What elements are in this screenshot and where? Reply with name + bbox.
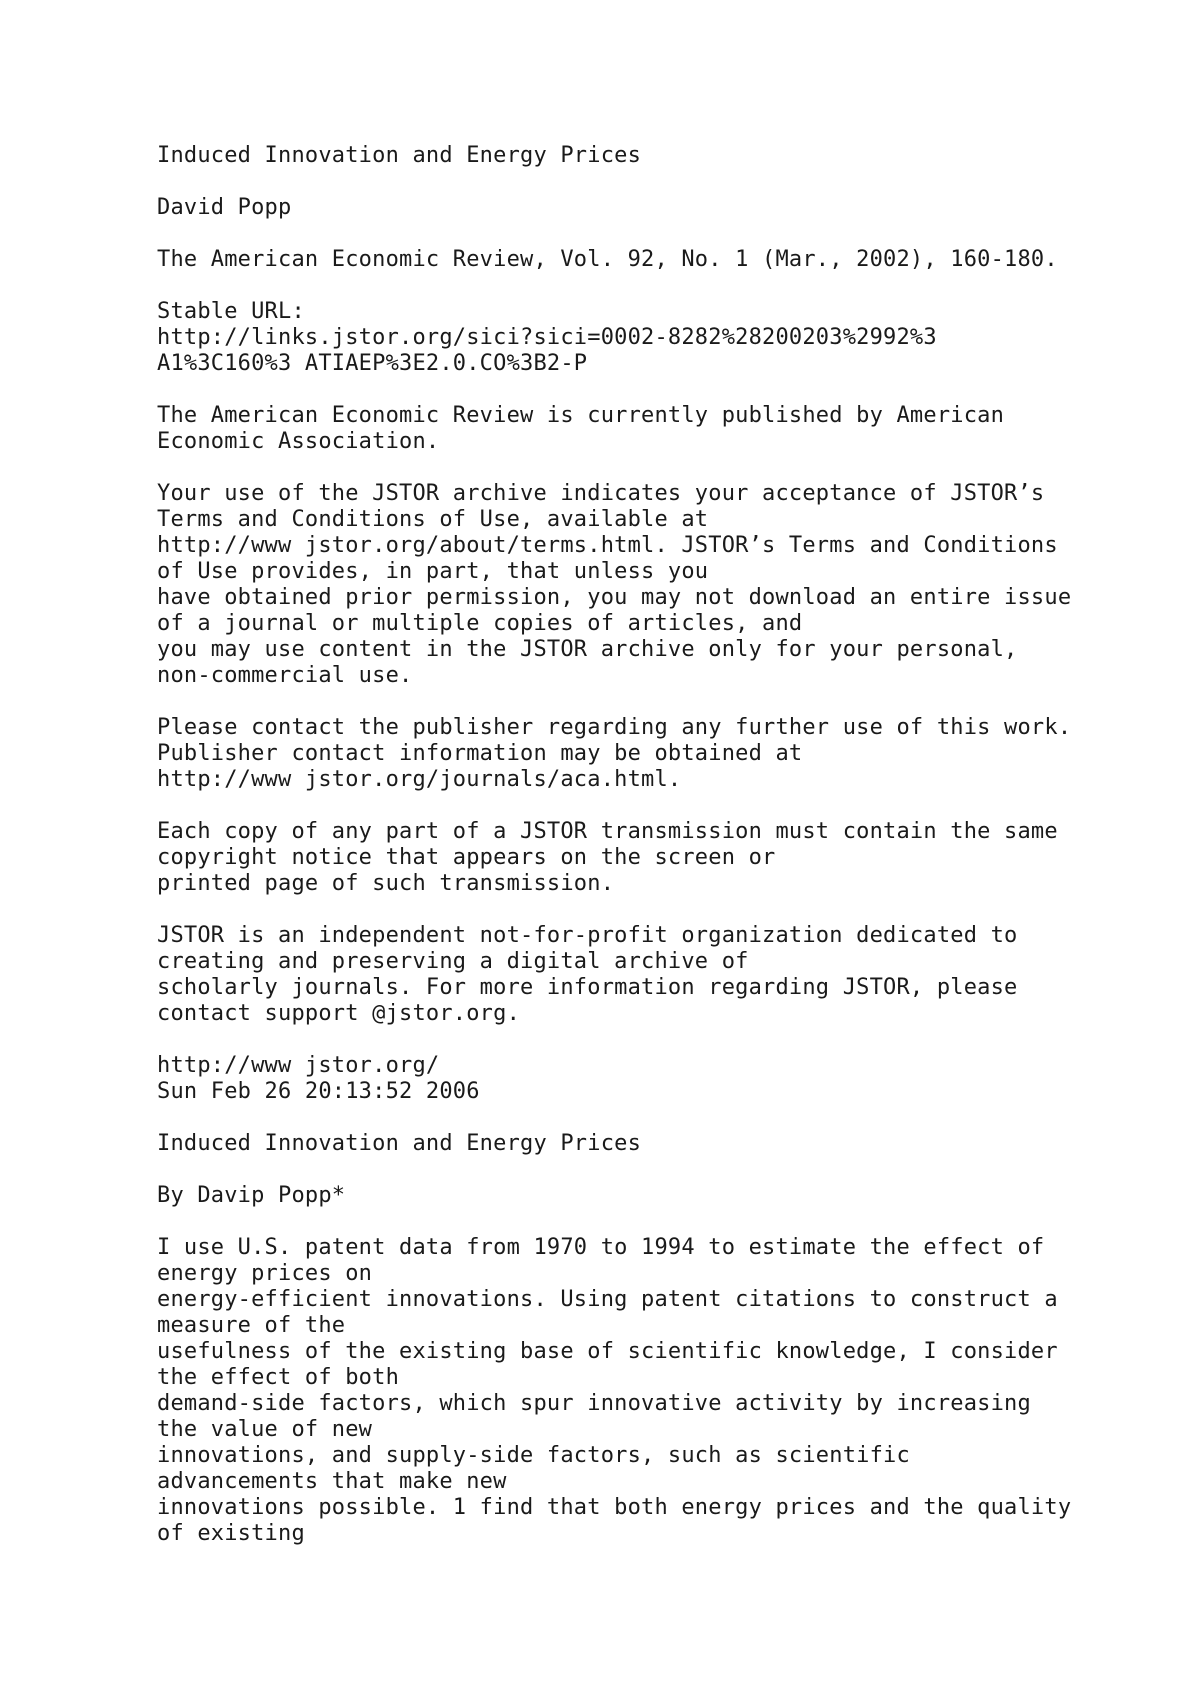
text-line: Terms and Conditions of Use, available at bbox=[157, 507, 709, 532]
text-line: energy-efficient innovations. Using patent citations to construct a bbox=[157, 1287, 1058, 1312]
text-line: http://www jstor.org/about/terms.html. JSTOR’s Terms and Conditions bbox=[157, 533, 1058, 558]
citation bbox=[157, 247, 1157, 273]
text-line: have obtained prior permission, you may not download an entire issue bbox=[157, 585, 1072, 610]
author bbox=[157, 195, 1157, 221]
text-line: printed page of such transmission. bbox=[157, 871, 615, 896]
text-line: creating and preserving a digital archive of bbox=[157, 949, 749, 974]
text-line: you may use content in the JSTOR archive only for your personal, bbox=[157, 637, 1018, 662]
text-line: the value of new bbox=[157, 1417, 373, 1442]
text-line: David Popp bbox=[157, 195, 292, 220]
text-line: the effect of both bbox=[157, 1365, 400, 1390]
text-line: Each copy of any part of a JSTOR transmission must contain the same bbox=[157, 819, 1058, 844]
text-line: Induced Innovation and Energy Prices bbox=[157, 143, 642, 168]
title bbox=[157, 143, 1157, 169]
text-line: of existing bbox=[157, 1521, 305, 1546]
text-line: I use U.S. patent data from 1970 to 1994 to estimate the effect of bbox=[157, 1235, 1045, 1260]
text-line: Please contact the publisher regarding any further use of this work. bbox=[157, 715, 1072, 740]
terms-notice bbox=[157, 481, 1157, 689]
text-line: The American Economic Review, Vol. 92, No. 1 (Mar., 2002), 160-180. bbox=[157, 247, 1058, 272]
text-line: Your use of the JSTOR archive indicates your acceptance of JSTOR’s bbox=[157, 481, 1045, 506]
text-line: Stable URL: bbox=[157, 299, 305, 324]
text-line: usefulness of the existing base of scientific knowledge, I consider bbox=[157, 1339, 1058, 1364]
text-line: non-commercial use. bbox=[157, 663, 413, 688]
copyright-notice bbox=[157, 819, 1157, 897]
jstor-url-and-date bbox=[157, 1053, 1157, 1105]
contact-notice bbox=[157, 715, 1157, 793]
stable-url bbox=[157, 299, 1157, 377]
text-line: By Davip Popp* bbox=[157, 1183, 346, 1208]
text-line: scholarly journals. For more information regarding JSTOR, please bbox=[157, 975, 1018, 1000]
text-line: of Use provides, in part, that unless you bbox=[157, 559, 709, 584]
text-line: Economic Association. bbox=[157, 429, 440, 454]
text-line: The American Economic Review is currently published by American bbox=[157, 403, 1005, 428]
text-line: measure of the bbox=[157, 1313, 346, 1338]
publisher-notice bbox=[157, 403, 1157, 455]
url-line: http://www jstor.org/ bbox=[157, 1053, 440, 1078]
timestamp: Sun Feb 26 20:13:52 2006 bbox=[157, 1079, 480, 1104]
text-line: http://www jstor.org/journals/aca.html. bbox=[157, 767, 682, 792]
jstor-about bbox=[157, 923, 1157, 1027]
article-title bbox=[157, 1131, 1157, 1157]
text-line: Publisher contact information may be obtained at bbox=[157, 741, 803, 766]
text-line: advancements that make new bbox=[157, 1469, 507, 1494]
byline bbox=[157, 1183, 1157, 1209]
text-line: JSTOR is an independent not-for-profit organization dedicated to bbox=[157, 923, 1018, 948]
text-line: innovations, and supply-side factors, such as scientific bbox=[157, 1443, 910, 1468]
text-line: copyright notice that appears on the screen or bbox=[157, 845, 776, 870]
text-line: energy prices on bbox=[157, 1261, 373, 1286]
url-line: A1%3C160%3 ATIAEP%3E2.0.CO%3B2-P bbox=[157, 351, 588, 376]
text-line: of a journal or multiple copies of articles, and bbox=[157, 611, 803, 636]
text-line: demand-side factors, which spur innovative activity by increasing bbox=[157, 1391, 1031, 1416]
text-line: contact support @jstor.org. bbox=[157, 1001, 521, 1026]
document-page bbox=[157, 143, 1157, 1573]
url-line: http://links.jstor.org/sici?sici=0002-8282%28200203%2992%3 bbox=[157, 325, 937, 350]
text-line: innovations possible. 1 find that both energy prices and the quality bbox=[157, 1495, 1072, 1520]
abstract bbox=[157, 1235, 1157, 1547]
text-line: Induced Innovation and Energy Prices bbox=[157, 1131, 642, 1156]
